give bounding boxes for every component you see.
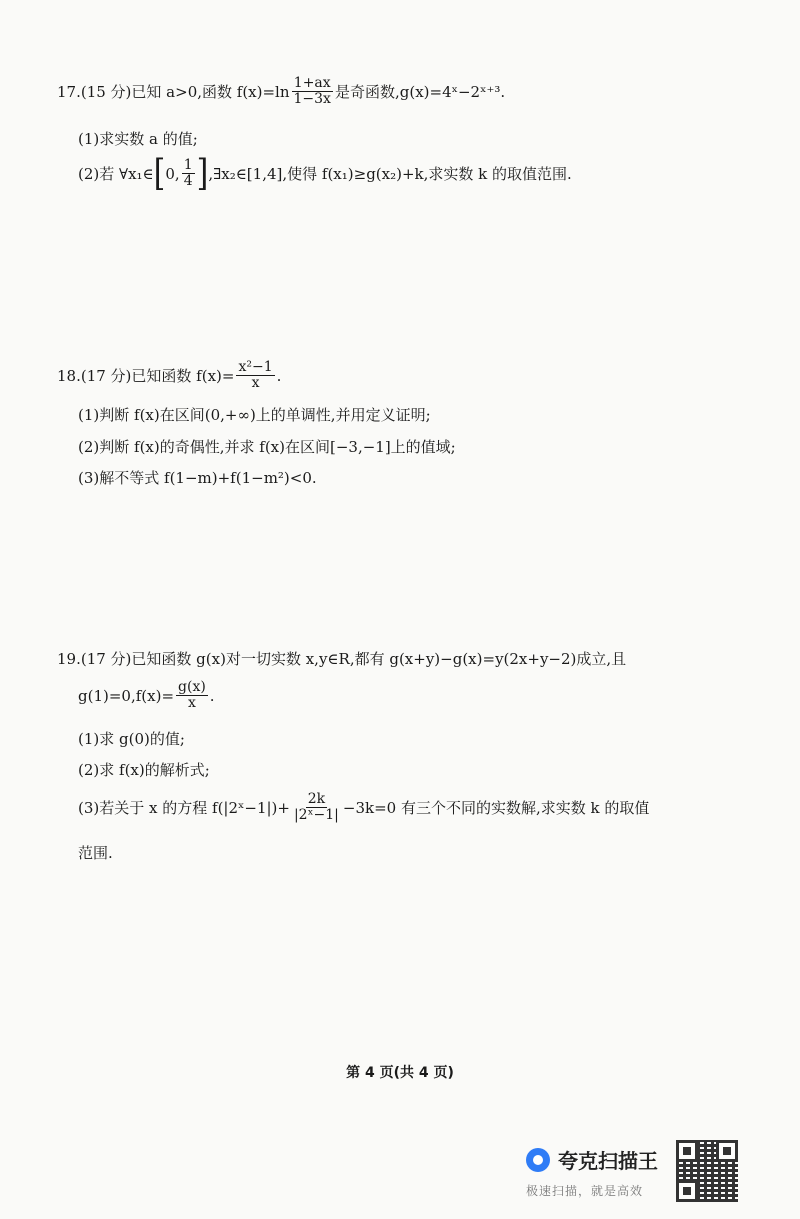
q19-part1: (1)求 g(0)的值; xyxy=(78,730,185,748)
brand-slogan: 极速扫描，就是高效 xyxy=(526,1184,644,1198)
q19-frac-num: g(x) xyxy=(178,679,206,695)
q19-stem: 19.(17 分)已知函数 g(x)对一切实数 x,y∈R,都有 g(x+y)−g(x)=y(2x+y−2)成立,且 xyxy=(57,650,627,668)
q19-part3-pre: (3)若关于 x 的方程 f(|2ˣ−1|)+ xyxy=(78,799,290,818)
scanner-branding xyxy=(526,1145,666,1199)
q18-stem-pre: 18.(17 分)已知函数 f(x)= xyxy=(57,367,235,386)
q18-fraction xyxy=(236,360,274,392)
q18-part3: (3)解不等式 f(1−m)+f(1−m²)<0. xyxy=(78,469,317,487)
q18-part1: (1)判断 f(x)在区间(0,+∞)上的单调性,并用定义证明; xyxy=(78,406,431,424)
q19-part3 xyxy=(78,792,649,824)
page-number: 第 4 页(共 4 页) xyxy=(346,1065,454,1081)
q17-stem xyxy=(57,76,505,108)
q19-line2 xyxy=(78,680,215,712)
q18-stem-post: . xyxy=(276,366,282,385)
q17-frac-den: 1−3x xyxy=(293,91,331,108)
q17-fraction xyxy=(292,76,333,108)
q18-part2: (2)判断 f(x)的奇偶性,并求 f(x)在区间[−3,−1]上的值域; xyxy=(78,438,456,456)
q19-part3-post: −3k=0 有三个不同的实数解,求实数 k 的取值 xyxy=(342,799,650,818)
q17-part2-pre: (2)若 ∀x₁∈ xyxy=(78,165,154,184)
qr-code-icon xyxy=(676,1140,738,1202)
q19-fraction xyxy=(176,680,208,712)
quark-logo-icon xyxy=(526,1148,550,1172)
q18-frac-den: x xyxy=(251,375,260,392)
q17-stem-post: 是奇函数,g(x)=4ˣ−2ˣ⁺³. xyxy=(334,83,506,102)
brand-name: 夸克扫描王 xyxy=(558,1149,658,1173)
q17-part1: (1)求实数 a 的值; xyxy=(78,130,198,148)
q17-part2: (2)若 ∀x₁∈ [ 0, $\frac{1}{4}$ ] ,∃x₂∈[1,4],使得 f(x₁)≥g(x₂)+k,求实数 k 的取值范围. xyxy=(78,152,572,195)
q17-part2-interval-left: 0, xyxy=(165,164,180,183)
q19-part2: (2)求 f(x)的解析式; xyxy=(78,761,210,779)
q19-part3-frac-den: |2ˣ−1| xyxy=(293,807,339,824)
q17-part2-post: ,∃x₂∈[1,4],使得 f(x₁)≥g(x₂)+k,求实数 k 的取值范围. xyxy=(208,165,572,184)
q19-frac-den: x xyxy=(187,695,196,712)
q18-stem xyxy=(57,360,281,392)
q17-part2-fraction xyxy=(182,158,195,190)
q19-part3-cont: 范围. xyxy=(78,844,113,862)
q17-part2-frac-num: 1 xyxy=(183,157,193,173)
q19-line2-pre: g(1)=0,f(x)= xyxy=(78,686,175,705)
q17-part2-frac-den: 4 xyxy=(183,173,193,190)
q19-part3-fraction xyxy=(292,792,341,824)
q18-frac-num: x²−1 xyxy=(238,359,273,375)
q19-part3-frac-num: 2k xyxy=(307,791,326,807)
q17-stem-pre: 17.(15 分)已知 a>0,函数 f(x)=ln xyxy=(57,83,290,102)
q17-frac-num: 1+ax xyxy=(293,75,331,91)
q19-line2-post: . xyxy=(209,686,215,705)
